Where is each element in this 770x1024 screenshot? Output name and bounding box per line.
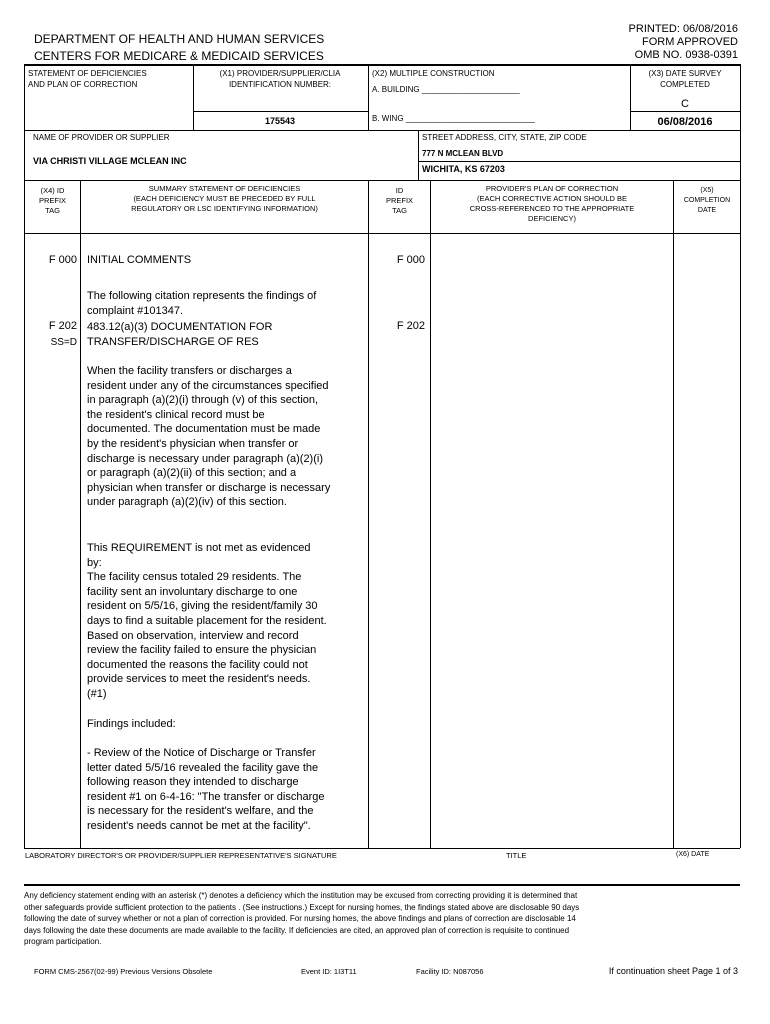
survey-date: 06/08/2016 [657,116,713,128]
regulation-paragraph: When the facility transfers or discharges a resident under any of the circumstances specified in paragraph (a)(2)(i) through (v) of this section, the resident's clinical record must be documented. The documentation must be made by the resident's physician when transfer or discharge is necessary under paragraph (a)(2)(i) or paragraph (a)(2)(ii) of this section; and a physician when transfer or discharge is necessary under paragraph (a)(2)(iv) of this section. [87,365,331,509]
address-label: STREET ADDRESS, CITY, STATE, ZIP CODE [422,133,587,142]
x1-divider [193,111,368,112]
id-header: ID PREFIX TAG [385,186,414,215]
wing-label: B. WING _____________________________ [372,114,535,123]
x3-divider [630,111,740,112]
director-signature-label: LABORATORY DIRECTOR'S OR PROVIDER/SUPPLIER REPRESENTATIVE'S SIGNATURE [25,851,337,860]
title-label: TITLE [506,851,527,860]
review-paragraph: - Review of the Notice of Discharge or Transfer letter dated 5/5/16 revealed the facility gave the following reason they intended to discharge resident #1 on 6-4-16: "The transfer or discharge is necessary for the resident's welfare, and the resident's needs cannot be met at the facility". [87,747,325,832]
city-state-zip: WICHITA, KS 67203 [422,164,505,174]
omb-number: OMB NO. 0938-0391 [634,49,738,61]
page-indicator: If continuation sheet Page 1 of 3 [608,966,738,976]
tag-f000: F 000 [48,254,77,266]
f202-title: 483.12(a)(3) DOCUMENTATION FOR TRANSFER/DISCHARGE OF RES [87,321,273,348]
id-f202: F 202 [396,320,425,332]
col-line-2 [368,180,369,848]
citation-text: The following citation represents the findings of complaint #101347. [87,290,317,317]
x1-label: (X1) PROVIDER/SUPPLIER/CLIA IDENTIFICATION NUMBER: [219,69,341,89]
right-border [740,64,741,848]
vline-x2 [368,64,369,130]
left-border [24,64,25,848]
id-f000: F 000 [396,254,425,266]
signature-bottom-line [24,884,740,886]
statement-label: STATEMENT OF DEFICIENCIES AND PLAN OF CORRECTION [28,69,147,89]
tag-severity: SS=D [50,337,77,348]
provider-name: VIA CHRISTI VILLAGE MCLEAN INC [33,156,187,166]
provider-id-value: 175543 [264,116,296,126]
vline-x1 [193,64,194,130]
facility-id: Facility ID: N087056 [416,967,484,976]
findings-heading: Findings included: [87,718,176,730]
x4-header: (X4) ID PREFIX TAG [38,186,67,215]
requirement-paragraph: This REQUIREMENT is not met as evidenced by: The facility census totaled 29 residents. The facility sent an involuntary discharge to one resident on 5/5/16, giving the resident/family 30 days to find a suitable placement for the resident. Based on observation, interview and record review the facility failed to ensure the physician documented the reasons the facility could not provide services to meet the resident's needs. (#1) [87,542,327,700]
top-border [24,64,740,66]
event-id: Event ID: 1I3T11 [301,967,357,976]
vline-address [418,130,419,180]
col-line-1 [80,180,81,848]
printed-date: PRINTED: 06/08/2016 [628,23,738,35]
centers-title: CENTERS FOR MEDICARE & MEDICAID SERVICES [34,49,324,63]
x6-date-label: (X6) DATE [676,851,710,858]
address-divider [418,161,740,162]
disclaimer-text: Any deficiency statement ending with an asterisk (*) denotes a deficiency which the institution may be excused from correcting providing it is determined that other safeguards provide sufficient protection to the patients . (See instructions.) Except for nursing homes, the findings stated above are disclosable 90 days following the date of survey whether or not a plan of correction is provided. For nursing homes, the above findings and plans of correction are disclosable 14 days following the date these documents are made available to the facility. If deficiencies are cited, an approved plan of correction is requisite to continued program participation. [24,891,580,947]
provider-name-label: NAME OF PROVIDER OR SUPPLIER [33,133,170,142]
form-number: FORM CMS-2567(02-99) Previous Versions Obsolete [34,967,213,976]
box-divider-2 [24,180,740,181]
col-line-3 [430,180,431,848]
col-line-4 [673,180,674,848]
box-divider-1 [24,130,740,131]
form-approved: FORM APPROVED [642,36,738,48]
header-row-bottom [24,233,740,234]
tag-f202: F 202 [48,320,77,332]
initial-comments-heading: INITIAL COMMENTS [87,254,192,266]
x3-label: (X3) DATE SURVEY COMPLETED [648,69,722,89]
survey-code: C [681,98,689,110]
summary-header: SUMMARY STATEMENT OF DEFICIENCIES (EACH DEFICIENCY MUST BE PRECEDED BY FULL REGULATORY OR LSC IDENTIFYING INFORMATION) [131,184,318,213]
x2-label: (X2) MULTIPLE CONSTRUCTION [372,69,495,78]
signature-top-line [24,848,740,849]
department-title: DEPARTMENT OF HEALTH AND HUMAN SERVICES [34,32,325,46]
plan-header: PROVIDER'S PLAN OF CORRECTION (EACH CORRECTIVE ACTION SHOULD BE CROSS-REFERENCED TO THE APPROPRIATE DEFICIENCY) [469,184,635,223]
building-label: A. BUILDING ______________________ [372,85,520,94]
street-address: 777 N MCLEAN BLVD [422,149,504,158]
x5-header: (X5) COMPLETION DATE [683,187,731,214]
